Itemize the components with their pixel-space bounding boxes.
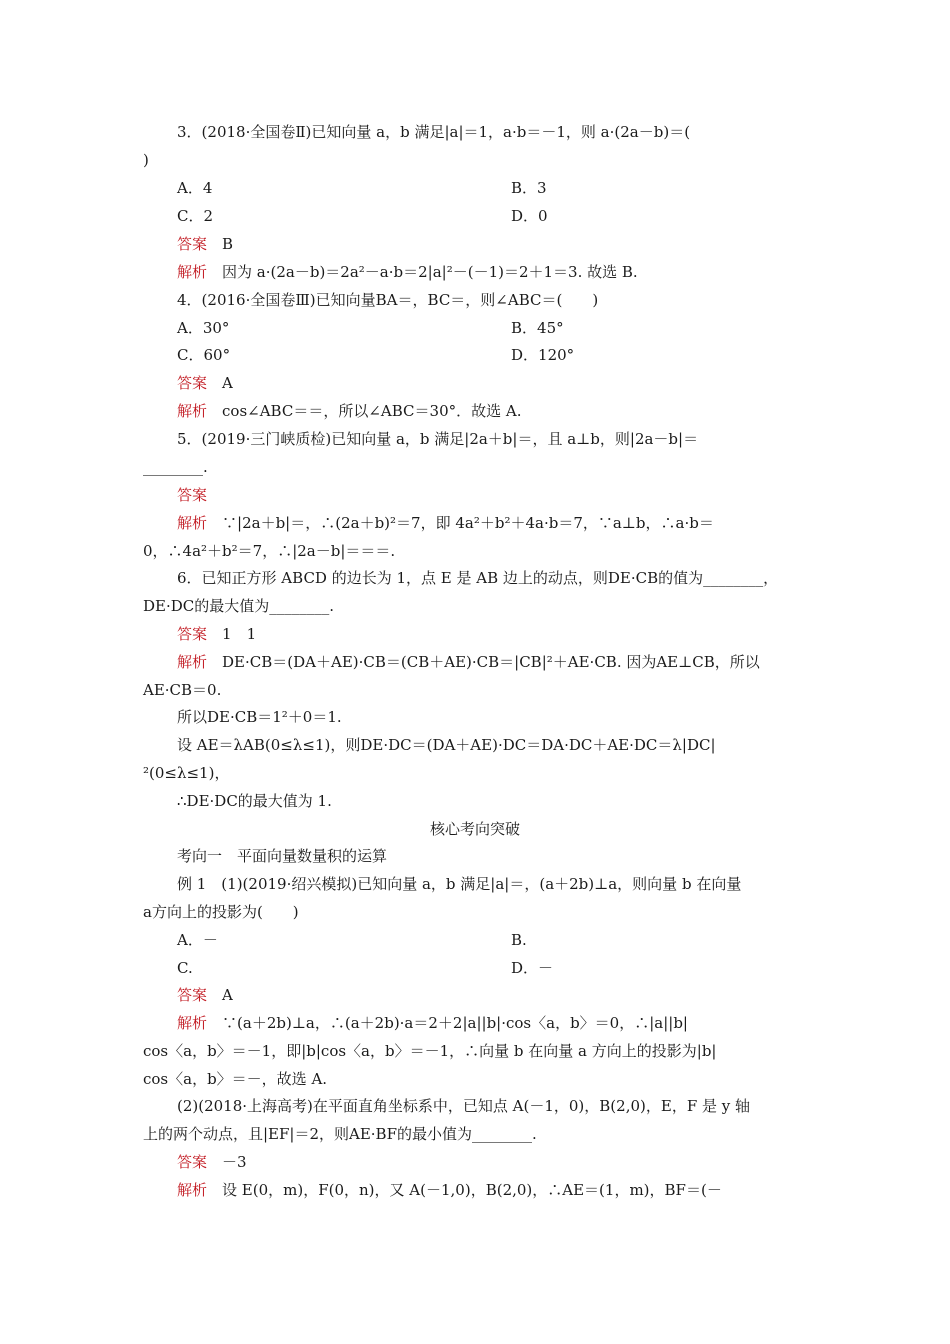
q6-analysis-line5: ²(0≤λ≤1)， [143,764,230,782]
answer-label: 答案 [177,625,208,643]
q4-option-b: B．45° [511,319,564,337]
ex1-option-d: D．－ [511,959,554,977]
ex1-2-analysis-row [177,1180,722,1200]
answer-label: 答案 [177,986,208,1004]
ex1-analysis-line2: cos〈a，b〉＝－1，即|b|cos〈a，b〉＝－1，∴向量 b 在向量 a 方向上的投影为|b| [143,1042,717,1060]
q4-analysis-row [177,401,521,421]
q3-option-a: A．4 [177,179,213,197]
q6-stem-line1: 6．已知正方形 ABCD 的边长为 1，点 E 是 AB 边上的动点，则DE·CB的值为________， [177,569,779,587]
ex1-option-c: C. [177,959,193,977]
q3-stem-line1: 3．(2018·全国卷Ⅱ)已知向量 a，b 满足|a|＝1，a·b＝－1，则 a·(2a－b)＝( [177,123,691,141]
topic-heading: 考向一 平面向量数量积的运算 [177,847,388,865]
q6-answer-row [177,624,256,644]
analysis-label: 解析 [177,653,208,671]
q6-answer: 1 1 [222,625,257,643]
analysis-label: 解析 [177,402,208,420]
q5-stem-line1: 5．(2019·三门峡质检)已知向量 a，b 满足|2a＋b|＝，且 a⊥b，则|2a－b|＝ [177,430,699,448]
q3-stem-line2: ) [143,151,149,169]
analysis-label: 解析 [177,263,208,281]
ex1-analysis-line3: cos〈a，b〉＝－，故选 A. [143,1070,328,1088]
q6-analysis-line3: 所以DE·CB＝1²＋0＝1. [177,708,342,726]
q4-option-d: D．120° [511,346,575,364]
ex1-option-b: B. [511,931,527,949]
ex1-2-stem-line1: (2)(2018·上海高考)在平面直角坐标系中，已知点 A(－1，0)，B(2,0)，E，F 是 y 轴 [177,1097,751,1115]
q4-analysis: cos∠ABC＝＝，所以∠ABC＝30°．故选 A. [222,402,522,420]
q6-analysis-line6: ∴DE·DC的最大值为 1. [177,792,332,810]
q3-answer: B [222,235,234,253]
ex1-analysis-line1: ∵(a＋2b)⊥a，∴(a＋2b)·a＝2＋2|a||b|·cos〈a，b〉＝0，∴|a||b| [222,1014,688,1032]
q3-analysis: 因为 a·(2a－b)＝2a²－a·b＝2|a|²－(－1)＝2＋1＝3. 故选 B. [222,263,638,281]
ex1-stem-line2: a方向上的投影为( ) [143,903,299,921]
q5-analysis-line2: 0，∴4a²＋b²＝7，∴|2a－b|＝＝＝. [143,542,396,560]
q3-answer-row [177,234,233,254]
q3-analysis-row [177,262,638,282]
q6-analysis-line2: AE·CB＝0. [143,681,222,699]
q4-option-c: C．60° [177,346,231,364]
ex1-answer-row [177,985,233,1005]
ex1-2-stem-line2: 上的两个动点，且|EF|＝2，则AE·BF的最小值为________. [143,1125,537,1143]
answer-label: 答案 [177,486,208,504]
answer-label: 答案 [177,374,208,392]
q4-answer-row [177,373,233,393]
ex1-2-answer-row [177,1152,247,1172]
q6-analysis-line1: DE·CB＝(DA＋AE)·CB＝(CB＋AE)·CB＝|CB|²＋AE·CB. 因为AE⊥CB，所以 [222,653,760,671]
q6-analysis-row [177,652,760,672]
ex1-analysis-row [177,1013,688,1033]
ex1-2-answer: －3 [222,1153,247,1171]
answer-label: 答案 [177,1153,208,1171]
q5-answer-row [177,485,207,505]
ex1-2-analysis-line1: 设 E(0，m)，F(0，n)，又 A(－1,0)，B(2,0)，∴AE＝(1，m)，BF＝(－ [222,1181,722,1199]
q5-analysis-row [177,513,714,533]
ex1-stem-line1: 例 1 (1)(2019·绍兴模拟)已知向量 a，b 满足|a|＝，(a＋2b)⊥a，则向量 b 在向量 [177,875,742,893]
q4-stem-line1: 4．(2016·全国卷Ⅲ)已知向量BA＝，BC＝，则∠ABC＝( ) [177,291,599,309]
section-title: 核心考向突破 [429,820,520,838]
q3-option-c: C．2 [177,207,214,225]
ex1-option-a: A．－ [177,931,218,949]
analysis-label: 解析 [177,1014,208,1032]
q6-analysis-line4: 设 AE＝λAB(0≤λ≤1)，则DE·DC＝(DA＋AE)·DC＝DA·DC＋AE·DC＝λ|DC| [177,736,716,754]
q6-stem-line2: DE·DC的最大值为________. [143,597,335,615]
q5-stem-line2: ________. [143,458,208,476]
q3-option-d: D．0 [511,207,548,225]
answer-label: 答案 [177,235,208,253]
analysis-label: 解析 [177,1181,208,1199]
q4-answer: A [222,374,233,392]
q4-option-a: A．30° [177,319,230,337]
ex1-answer: A [222,986,233,1004]
q5-analysis-line1: ∵|2a＋b|＝，∴(2a＋b)²＝7，即 4a²＋b²＋4a·b＝7，∵a⊥b，∴a·b＝ [222,514,714,532]
q3-option-b: B．3 [511,179,547,197]
analysis-label: 解析 [177,514,208,532]
